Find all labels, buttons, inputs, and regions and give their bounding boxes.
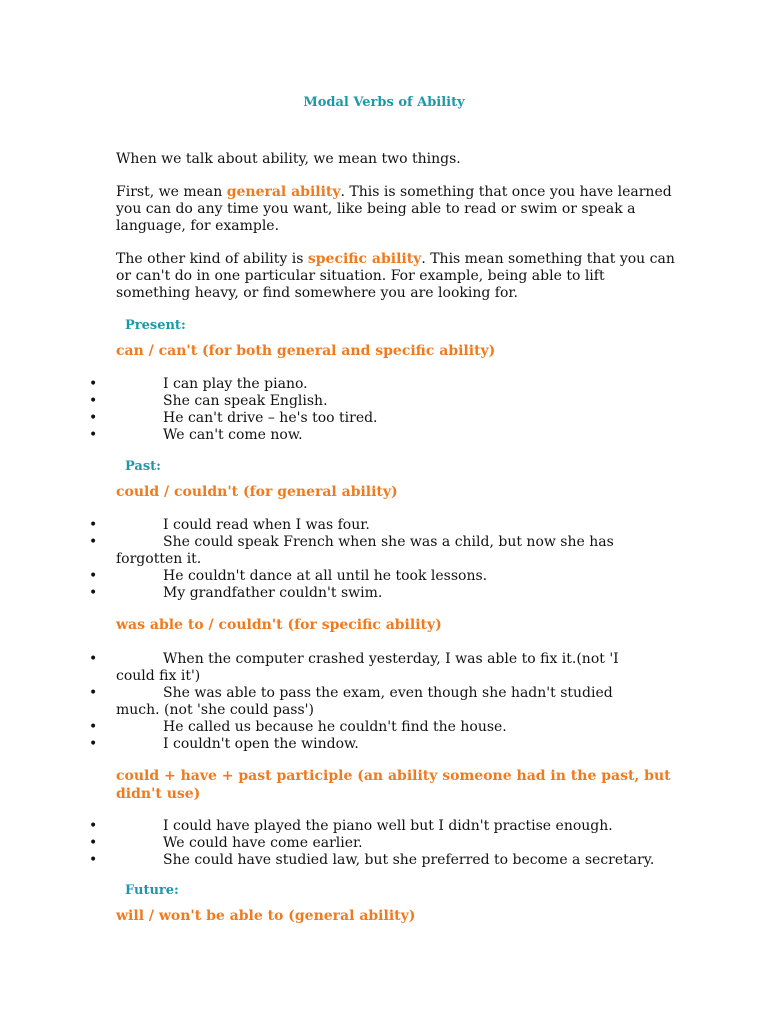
list-item [0, 651, 656, 685]
intro-paragraph-3 [116, 251, 676, 302]
list-item [0, 835, 656, 852]
text-span: The other kind of ability is [116, 251, 308, 267]
intro-paragraph-1: When we talk about ability, we mean two things. [116, 151, 461, 167]
text-span: . This is something that once you have learned you can do any time you want, like being able to read or swim or speak a language, for example. [116, 184, 672, 234]
past-specific-list [0, 651, 768, 753]
section-past-label: Past: [125, 459, 161, 474]
list-item-text: When the computer crashed yesterday, I was able to fix it.(not 'I could fix it') [116, 651, 619, 684]
bullet-icon: • [89, 427, 98, 443]
bullet-icon: • [89, 719, 98, 735]
bullet-icon: • [89, 410, 98, 426]
bullet-icon: • [89, 585, 98, 601]
list-item [0, 852, 656, 869]
document-title: Modal Verbs of Ability [303, 95, 465, 110]
list-item-text: We could have come earlier. [163, 835, 363, 851]
intro-paragraph-2 [116, 184, 676, 235]
future-heading: will / won't be able to (general ability) [116, 908, 416, 924]
text-span: First, we mean [116, 184, 227, 200]
list-item-text: She could speak French when she was a child, but now she has forgotten it. [116, 534, 614, 567]
list-item [0, 376, 656, 393]
list-item-text: We can't come now. [163, 427, 303, 443]
bullet-icon: • [89, 393, 98, 409]
list-item [0, 568, 656, 585]
list-item-text: He couldn't dance at all until he took lessons. [163, 568, 488, 584]
past-participle-list [0, 818, 768, 869]
bullet-icon: • [89, 736, 98, 752]
text-span: . This mean something that you can or can't do in one particular situation. For example, being able to lift something heavy, or find somewhere you are looking for. [116, 251, 675, 301]
list-item-text: She could have studied law, but she preferred to become a secretary. [163, 852, 655, 868]
list-item-text: I couldn't open the window. [163, 736, 359, 752]
present-heading: can / can't (for both general and specific ability) [116, 343, 496, 359]
list-item [0, 719, 656, 736]
list-item-text: She can speak English. [163, 393, 328, 409]
past-heading-specific: was able to / couldn't (for specific ability) [116, 617, 442, 633]
section-future-label: Future: [125, 883, 179, 898]
list-item [0, 534, 656, 568]
past-heading-general: could / couldn't (for general ability) [116, 484, 398, 500]
bullet-icon: • [89, 568, 98, 584]
list-item [0, 685, 656, 719]
bullet-icon: • [89, 852, 98, 868]
bullet-icon: • [89, 651, 98, 667]
list-item [0, 585, 656, 602]
past-general-list [0, 517, 768, 602]
list-item [0, 393, 656, 410]
bullet-icon: • [89, 534, 98, 550]
bullet-icon: • [89, 376, 98, 392]
list-item-text: He can't drive – he's too tired. [163, 410, 378, 426]
list-item-text: She was able to pass the exam, even though she hadn't studied much. (not 'she could pass') [116, 685, 613, 718]
section-present-label: Present: [125, 318, 186, 333]
past-heading-participle: could + have + past participle (an ability someone had in the past, but didn't use) [116, 768, 671, 802]
bullet-icon: • [89, 517, 98, 533]
list-item [0, 427, 656, 444]
list-item [0, 736, 656, 753]
highlight-specific-ability: specific ability [307, 251, 422, 267]
list-item [0, 410, 656, 427]
highlight-general-ability: general ability [226, 184, 341, 200]
list-item-text: I could have played the piano well but I didn't practise enough. [163, 818, 613, 834]
present-list [0, 376, 768, 444]
list-item-text: I could read when I was four. [163, 517, 370, 533]
list-item [0, 818, 656, 835]
list-item-text: He called us because he couldn't find the house. [163, 719, 507, 735]
list-item-text: My grandfather couldn't swim. [163, 585, 383, 601]
bullet-icon: • [89, 818, 98, 834]
list-item-text: I can play the piano. [163, 376, 308, 392]
bullet-icon: • [89, 685, 98, 701]
bullet-icon: • [89, 835, 98, 851]
list-item [0, 517, 656, 534]
